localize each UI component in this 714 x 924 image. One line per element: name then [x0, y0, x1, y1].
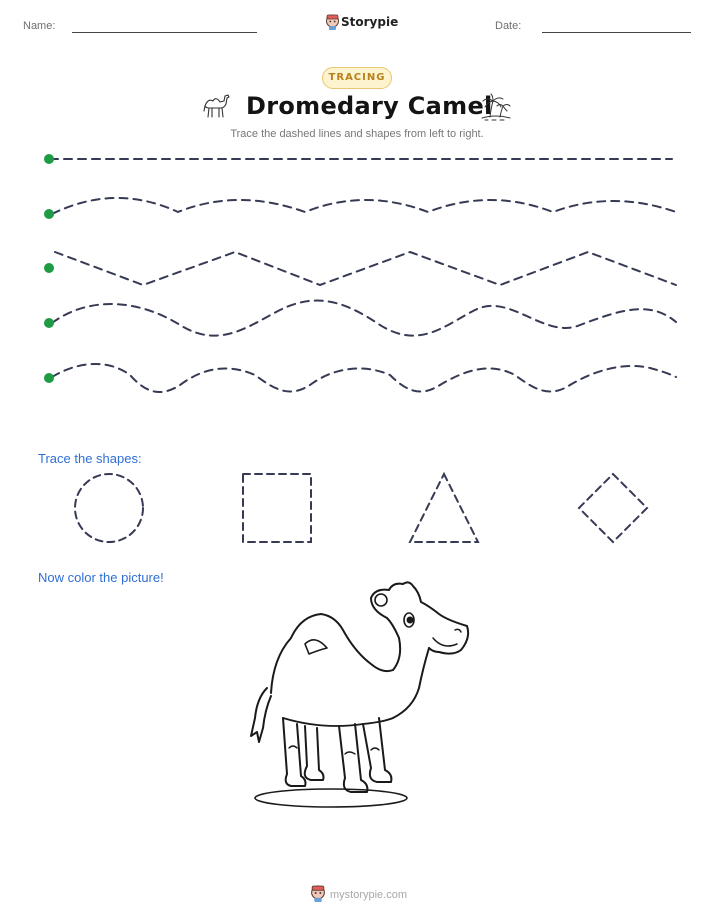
instructions-subtitle: Trace the dashed lines and shapes from left to right.: [230, 128, 484, 140]
trace-circle-shape: [75, 474, 143, 542]
tracing-badge: TRACING: [322, 67, 392, 89]
coloring-heading: Now color the picture!: [38, 570, 164, 585]
name-label: Name:: [23, 20, 56, 32]
date-label: Date:: [495, 20, 522, 32]
trace-diamond-shape: [579, 474, 647, 542]
shapes-heading: Trace the shapes:: [38, 451, 142, 466]
footer-url[interactable]: mystorypie.com: [330, 889, 408, 901]
page-title: Dromedary Camel: [246, 92, 493, 120]
brand-name: Storypie: [341, 15, 399, 29]
trace-triangle-shape: [410, 474, 478, 542]
footer-storypie-icon: [310, 885, 326, 902]
trace-square-shape: [243, 474, 311, 542]
camel-coloring-illustration: [243, 578, 471, 812]
